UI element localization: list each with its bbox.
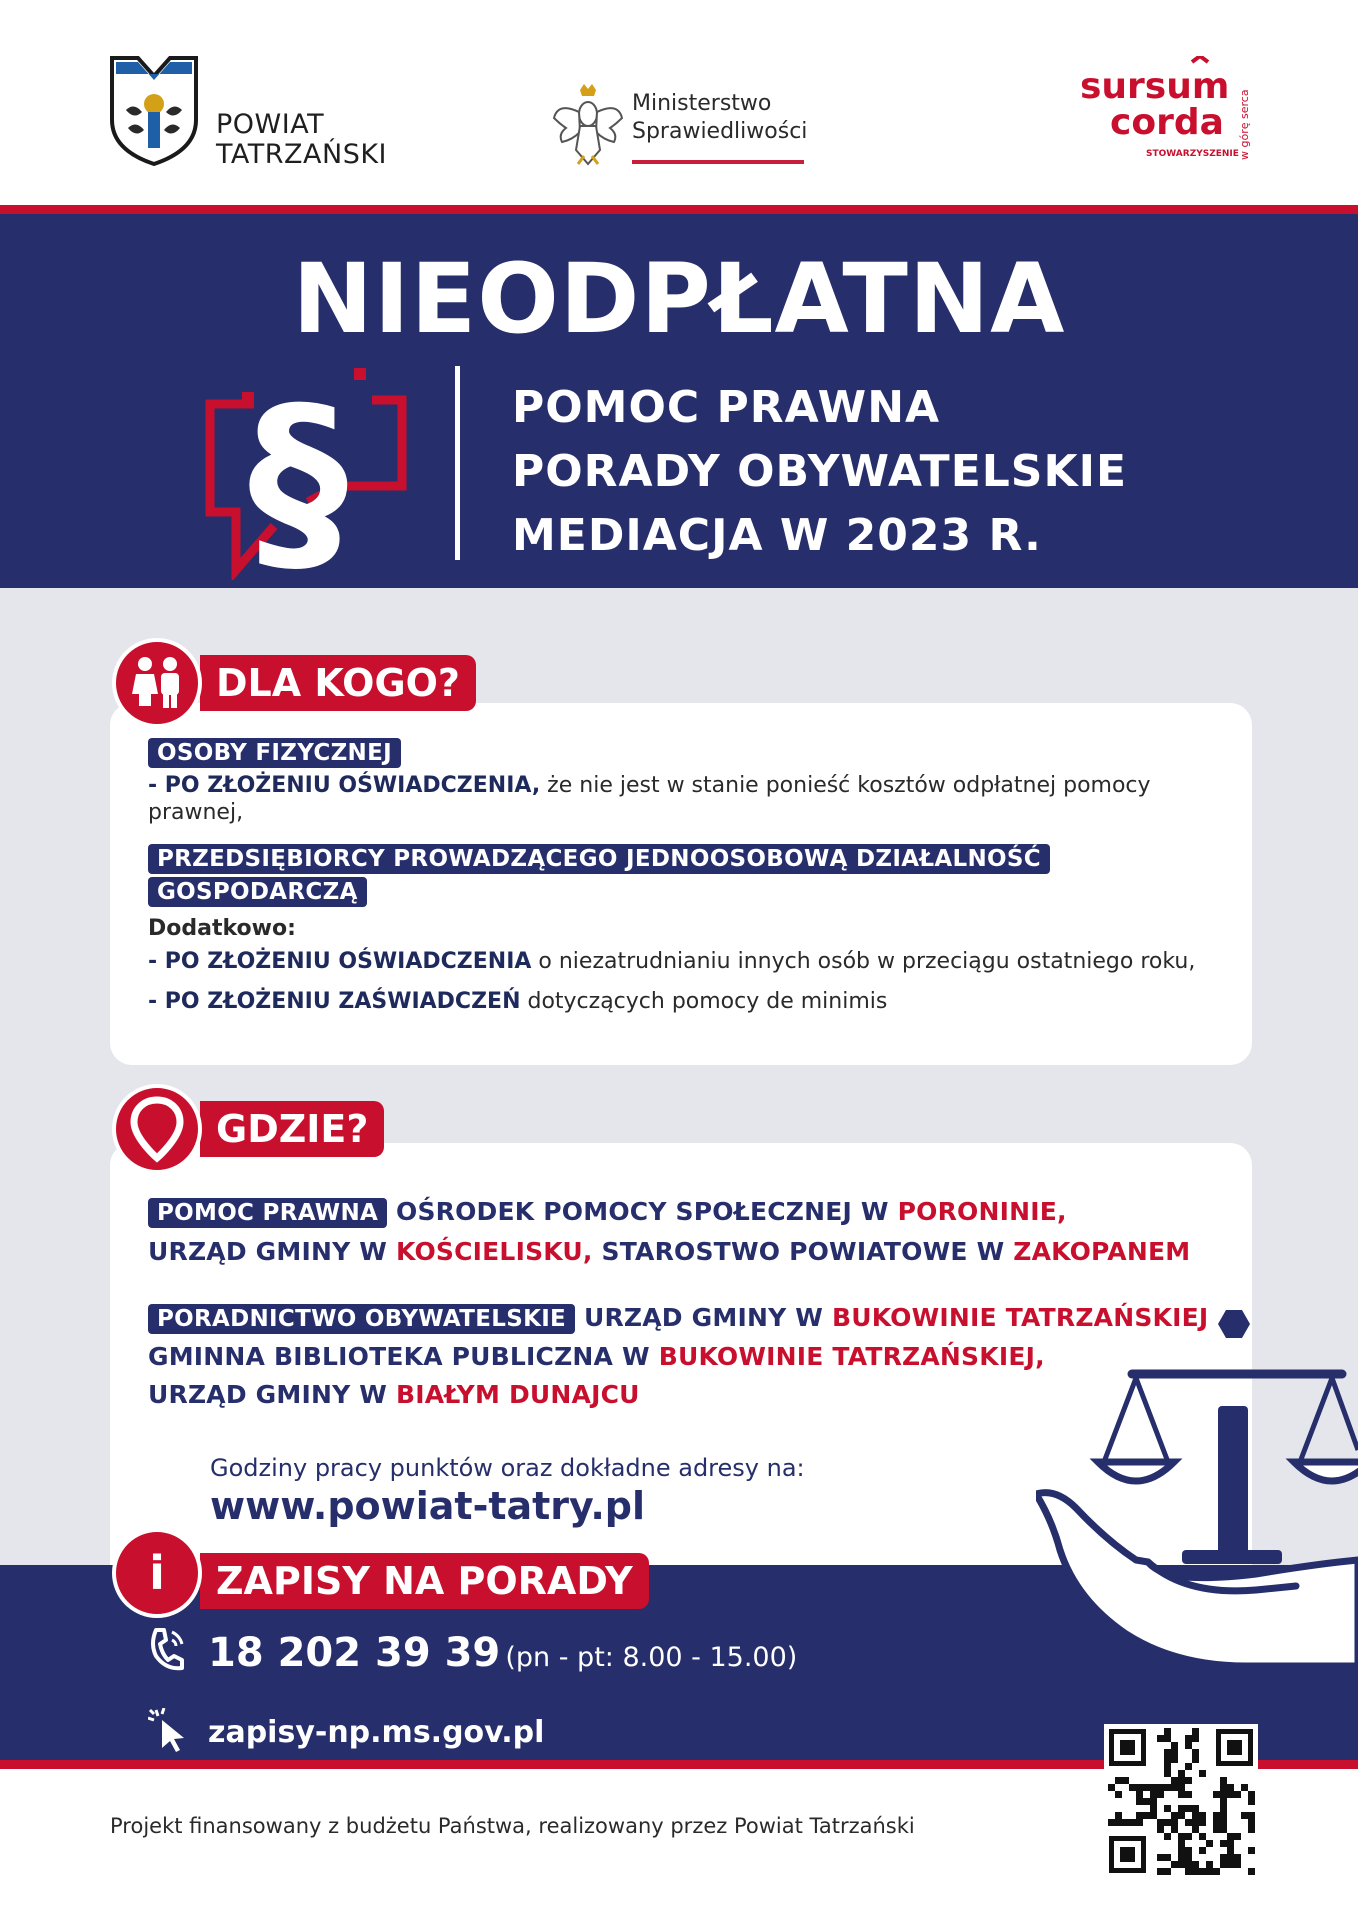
item1-bold: - PO ZŁOŻENIU OŚWIADCZENIA, (148, 773, 541, 798)
hero-divider (455, 366, 460, 560)
dla-kogo-item-3 (148, 988, 1228, 1015)
ministry-logo-line1: Ministerstwo (632, 91, 772, 116)
ministry-logo-line2: Sprawiedliwości (632, 119, 808, 144)
item2-bold: - PO ZŁOŻENIU OŚWIADCZENIA (148, 949, 532, 974)
tag-pomoc-prawna: POMOC PRAWNA (148, 1198, 387, 1228)
location-pin-icon (112, 1084, 202, 1174)
legal-place-2a: URZĄD GMINY W (148, 1237, 396, 1266)
gdzie-heading: GDZIE? (200, 1101, 384, 1157)
legal-place-2b: KOŚCIELISKU, (396, 1237, 593, 1266)
hours-label: Godziny pracy punktów oraz dokładne adresy na: (210, 1454, 805, 1482)
tag-poradnictwo-obywatelskie: PORADNICTWO OBYWATELSKIE (148, 1304, 575, 1334)
dla-kogo-heading: DLA KOGO? (200, 655, 476, 711)
powiat-logo-line2: TATRZAŃSKI (216, 139, 387, 170)
crest-icon (108, 54, 200, 166)
dla-kogo-item-2 (148, 948, 1228, 975)
tag-przedsiebiorcy-line2: GOSPODARCZĄ (148, 877, 367, 907)
phone-number[interactable]: 18 202 39 39 (208, 1630, 501, 1676)
legal-place-2d: ZAKOPANEM (1013, 1237, 1191, 1266)
hero-line-pomoc-prawna: POMOC PRAWNA (512, 382, 941, 433)
civic-place-1a: URZĄD GMINY W (583, 1303, 832, 1332)
tag-osoby-fizycznej: OSOBY FIZYCZNEJ (148, 738, 401, 768)
eagle-icon (552, 84, 624, 170)
sursum-sub: STOWARZYSZENIE (1146, 149, 1239, 159)
civic-place-1b: BUKOWINIE TATRZAŃSKIEJ (831, 1303, 1209, 1332)
hero-line-porady: PORADY OBYWATELSKIE (512, 446, 1127, 497)
sursum-side: w górę serca (1238, 89, 1251, 160)
powiat-logo-line1: POWIAT (216, 109, 325, 140)
item1-text: że nie jest w stanie ponieść kosztów odpłatnej pomocy prawnej, (148, 773, 1151, 825)
dodatkowo-label: Dodatkowo: (148, 916, 296, 941)
legal-place-2c: STAROSTWO POWIATOWE W (592, 1237, 1014, 1266)
corda-word: corda (1110, 102, 1224, 143)
item3-bold: - PO ZŁOŻENIU ZAŚWIADCZEŃ (148, 989, 521, 1014)
zapisy-heading: ZAPISY NA PORADY (200, 1553, 649, 1609)
dla-kogo-item-1 (148, 772, 1228, 826)
ministerstwo-logo (552, 84, 832, 174)
legal-place-1b: PORONINIE, (897, 1197, 1067, 1226)
powiat-website-link[interactable]: www.powiat-tatry.pl (210, 1484, 645, 1528)
scales-of-justice-icon (1036, 1310, 1358, 1682)
cursor-click-icon (148, 1708, 188, 1752)
hero-title: NIEODPŁATNA (292, 243, 1066, 355)
footer-funding-note: Projekt finansowany z budżetu Państwa, realizowany przez Powiat Tatrzański (110, 1814, 915, 1838)
info-icon: i (112, 1528, 202, 1618)
paragraph-icon (204, 360, 424, 580)
tag-przedsiebiorcy-line1: PRZEDSIĘBIORCY PROWADZĄCEGO JEDNOOSOBOWĄ DZIAŁALNOŚĆ (148, 844, 1050, 874)
legal-place-1a: OŚRODEK POMOCY SPOŁECZNEJ W (396, 1197, 898, 1226)
powiat-tatrzanski-logo (108, 54, 408, 174)
dla-kogo-content (148, 738, 1228, 1015)
svg-text:§: § (248, 365, 348, 580)
civic-place-3a: URZĄD GMINY W (148, 1380, 396, 1409)
qr-code-icon[interactable] (1104, 1724, 1258, 1878)
civic-place-3b: BIAŁYM DUNAJCU (396, 1380, 640, 1409)
phone-row (148, 1626, 797, 1676)
sursum-word: sursum (1080, 66, 1230, 107)
hero-service-list (512, 376, 1127, 568)
item3-text: dotyczących pomocy de minimis (520, 989, 888, 1014)
item2-text: o niezatrudnianiu innych osób w przeciągu ostatniego roku, (531, 949, 1196, 974)
legal-aid-places (148, 1192, 1248, 1272)
people-icon (112, 638, 202, 728)
phone-icon (148, 1626, 188, 1674)
web-row (148, 1708, 544, 1752)
sursum-corda-logo (1080, 56, 1260, 166)
hero-line-mediacja: MEDIACJA W 2023 R. (512, 510, 1042, 561)
civic-place-2b: BUKOWINIE TATRZAŃSKIEJ, (658, 1342, 1045, 1371)
phone-hours: (pn - pt: 8.00 - 15.00) (505, 1642, 798, 1673)
civic-place-2a: GMINNA BIBLIOTEKA PUBLICZNA W (148, 1342, 659, 1371)
ministry-logo-underline (632, 160, 804, 164)
registration-website-link[interactable]: zapisy-np.ms.gov.pl (208, 1715, 545, 1750)
red-stripe-top (0, 205, 1358, 214)
